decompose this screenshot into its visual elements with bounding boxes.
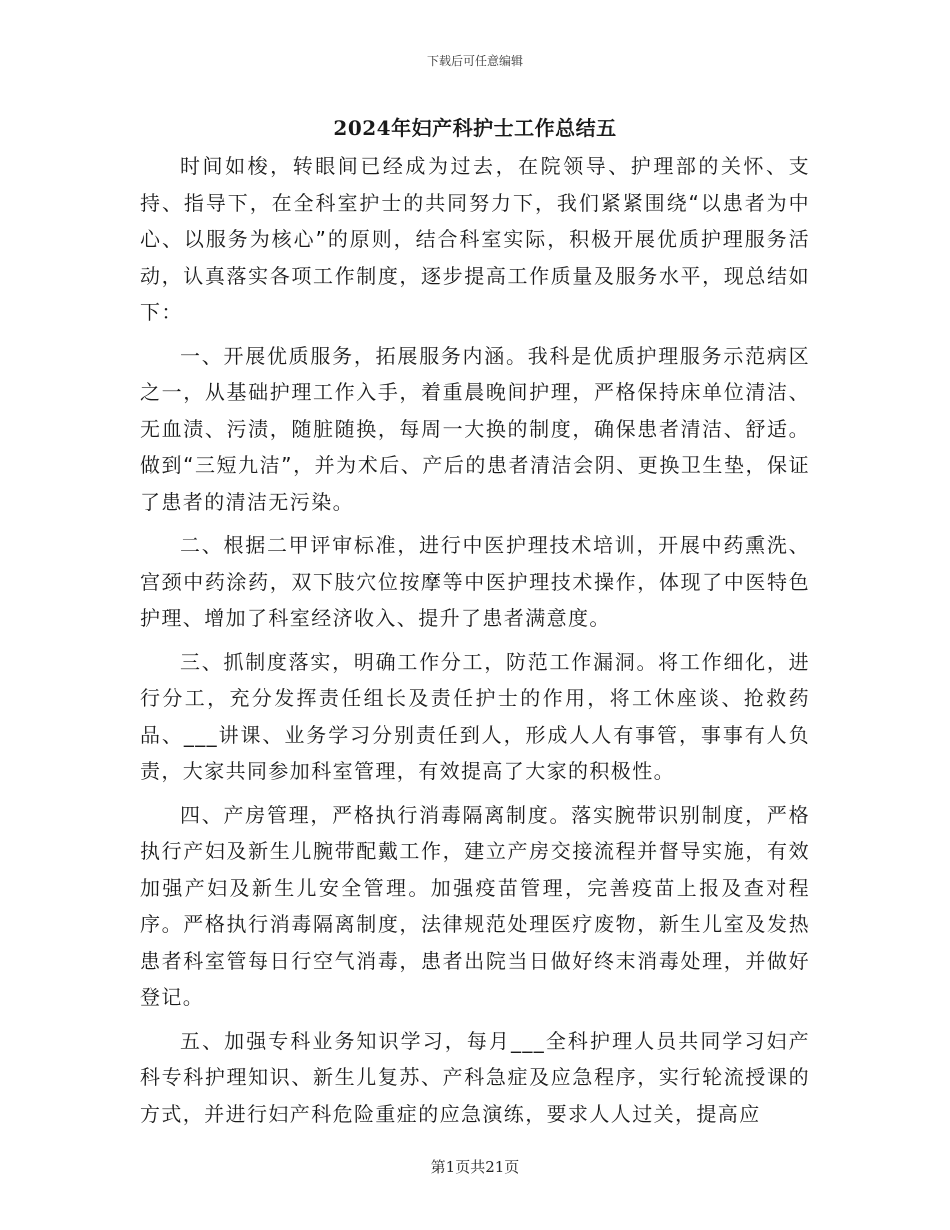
header-note: 下载后可任意编辑	[426, 54, 523, 68]
paragraph-intro: 时间如梭，转眼间已经成为过去，在院领导、护理部的关怀、支持、指导下，在全科室护士的共同努力下，我们紧紧围绕“以患者为中心、以服务为核心”的原则，结合科室实际，积极开展优质护理服务活动，认真落实各项工作制度，逐步提高工作质量及服务水平，现总结如下：	[140, 154, 810, 324]
paragraph-1: 一、开展优质服务，拓展服务内涵。我科是优质护理服务示范病区之一，从基础护理工作入手，着重晨晚间护理，严格保持床单位清洁、无血渍、污渍，随脏随换，每周一大换的制度，确保患者清洁、舒适。做到“三短九洁”，并为术后、产后的患者清洁会阴、更换卫生垫，保证了患者的清洁无污染。	[140, 343, 810, 514]
page-number-footer: 第1页共21页	[430, 1158, 520, 1176]
paragraph-4: 四、产房管理，严格执行消毒隔离制度。落实腕带识别制度，严格执行产妇及新生儿腕带配戴工作，建立产房交接流程并督导实施，有效加强产妇及新生儿安全管理。加强疫苗管理，完善疫苗上报及查对程序。严格执行消毒隔离制度，法律规范处理医疗废物，新生儿室及发热患者科室管每日行空气消毒，患者出院当日做好终末消毒处理，并做好登记。	[140, 802, 810, 1009]
document-body	[140, 148, 810, 1132]
paragraph-5: 五、加强专科业务知识学习，每月___全科护理人员共同学习妇产科专科护理知识、新生儿复苏、产科急症及应急程序，实行轮流授课的方式，并进行妇产科危险重症的应急演练，要求人人过关，提高应	[140, 1028, 810, 1126]
document-title: 2024年妇产科护士工作总结五	[333, 116, 617, 140]
paragraph-3: 三、抓制度落实，明确工作分工，防范工作漏洞。将工作细化，进行分工，充分发挥责任组长及责任护士的作用，将工休座谈、抢救药品、___讲课、业务学习分别责任到人，形成人人有事管，事事有人负责，大家共同参加科室管理，有效提高了大家的积极性。	[140, 649, 810, 783]
paragraph-2: 二、根据二甲评审标准，进行中医护理技术培训，开展中药熏洗、宫颈中药涂药，双下肢穴位按摩等中医护理技术操作，体现了中医特色护理、增加了科室经济收入、提升了患者满意度。	[140, 533, 810, 630]
